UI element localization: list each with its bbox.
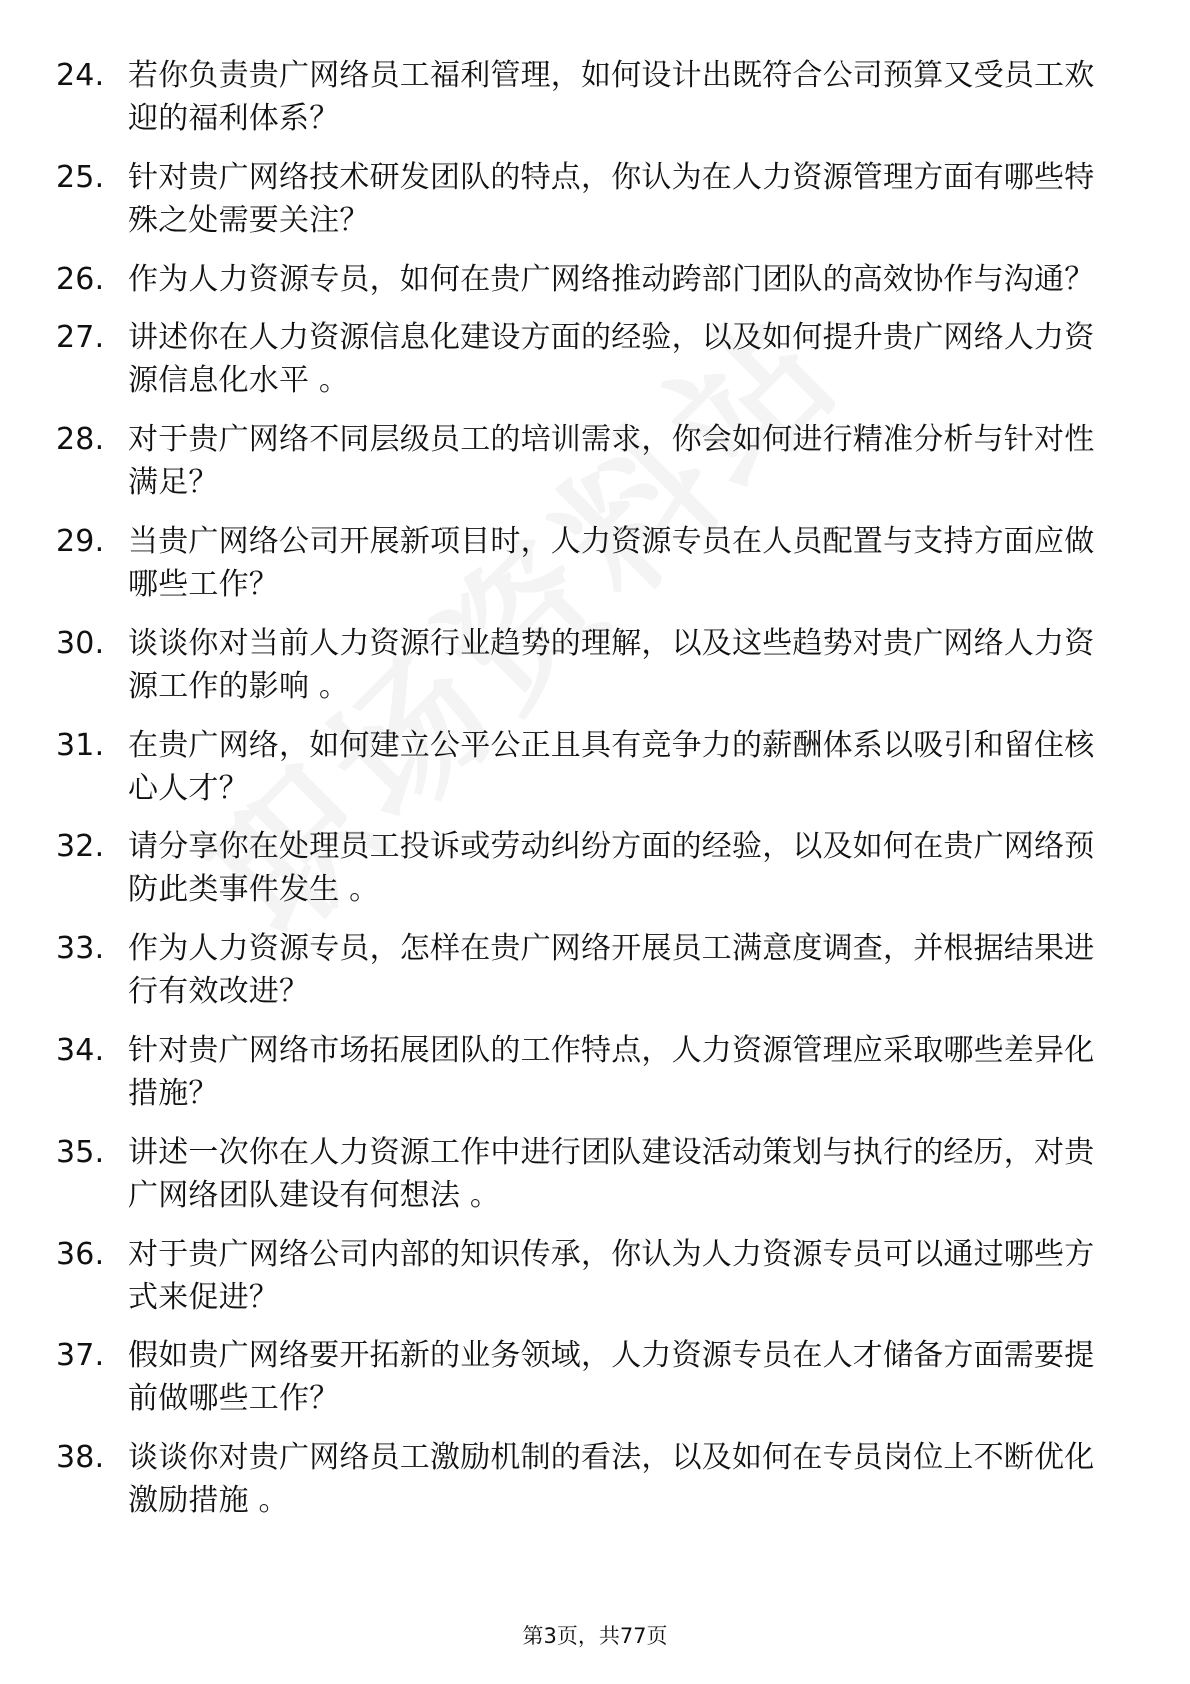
question-item bbox=[56, 258, 1116, 301]
question-text: 在贵广网络，如何建立公平公正且具有竞争力的薪酬体系以吸引和留住核心人才？ bbox=[128, 727, 1095, 806]
question-number: 24. bbox=[56, 58, 105, 93]
question-item bbox=[56, 1436, 1116, 1522]
question-text: 作为人力资源专员，如何在贵广网络推动跨部门团队的高效协作与沟通？ bbox=[128, 261, 1095, 297]
question-number: 34. bbox=[56, 1032, 105, 1068]
question-text: 对于贵广网络不同层级员工的培训需求，你会如何进行精准分析与针对性满足？ bbox=[128, 422, 1095, 501]
question-number: 37. bbox=[56, 1338, 105, 1374]
question-item bbox=[56, 418, 1116, 504]
question-item bbox=[56, 520, 1116, 606]
question-item bbox=[56, 1131, 1116, 1217]
question-number: 38. bbox=[56, 1440, 105, 1476]
page-number-label: 第3页，共77页 bbox=[522, 1624, 668, 1648]
question-text: 讲述一次你在人力资源工作中进行团队建设活动策划与执行的经历，对贵广网络团队建设有何想法 。 bbox=[128, 1134, 1095, 1213]
question-number: 30. bbox=[56, 625, 105, 661]
question-number: 36. bbox=[56, 1236, 105, 1272]
question-text: 对于贵广网络公司内部的知识传承，你认为人力资源专员可以通过哪些方式来促进？ bbox=[128, 1236, 1095, 1315]
question-item bbox=[56, 622, 1116, 708]
question-text: 若你负责贵广网络员工福利管理，如何设计出既符合公司预算又受员工欢迎的福利体系？ bbox=[128, 58, 1095, 136]
question-item bbox=[56, 1334, 1116, 1420]
question-text: 针对贵广网络技术研发团队的特点，你认为在人力资源管理方面有哪些特殊之处需要关注？ bbox=[128, 159, 1095, 238]
question-number: 29. bbox=[56, 523, 105, 559]
question-text: 假如贵广网络要开拓新的业务领域，人力资源专员在人才储备方面需要提前做哪些工作？ bbox=[128, 1338, 1095, 1417]
question-item bbox=[56, 1233, 1116, 1319]
question-item bbox=[56, 825, 1116, 911]
question-text: 当贵广网络公司开展新项目时，人力资源专员在人员配置与支持方面应做哪些工作？ bbox=[128, 523, 1095, 602]
question-text: 请分享你在处理员工投诉或劳动纠纷方面的经验，以及如何在贵广网络预防此类事件发生 。 bbox=[128, 829, 1095, 908]
question-item bbox=[56, 1029, 1116, 1115]
question-text: 谈谈你对贵广网络员工激励机制的看法，以及如何在专员岗位上不断优化激励措施 。 bbox=[128, 1440, 1095, 1519]
question-item bbox=[56, 316, 1116, 402]
question-number: 31. bbox=[56, 727, 105, 763]
page-footer bbox=[0, 1620, 1190, 1650]
question-list bbox=[56, 54, 1116, 1538]
question-number: 28. bbox=[56, 422, 105, 458]
question-text: 谈谈你对当前人力资源行业趋势的理解，以及这些趋势对贵广网络人力资源工作的影响 。 bbox=[128, 625, 1095, 704]
question-number: 35. bbox=[56, 1134, 105, 1170]
question-number: 33. bbox=[56, 931, 105, 967]
question-number: 25. bbox=[56, 159, 105, 195]
question-item bbox=[56, 724, 1116, 810]
question-number: 26. bbox=[56, 261, 105, 297]
question-item bbox=[56, 156, 1116, 242]
question-text: 针对贵广网络市场拓展团队的工作特点，人力资源管理应采取哪些差异化措施？ bbox=[128, 1032, 1095, 1111]
question-number: 27. bbox=[56, 320, 105, 356]
question-number: 32. bbox=[56, 829, 105, 865]
question-text: 讲述你在人力资源信息化建设方面的经验，以及如何提升贵广网络人力资源信息化水平 。 bbox=[128, 320, 1095, 399]
question-text: 作为人力资源专员，怎样在贵广网络开展员工满意度调查，并根据结果进行有效改进？ bbox=[128, 931, 1095, 1010]
question-item bbox=[56, 54, 1116, 140]
question-item bbox=[56, 927, 1116, 1013]
